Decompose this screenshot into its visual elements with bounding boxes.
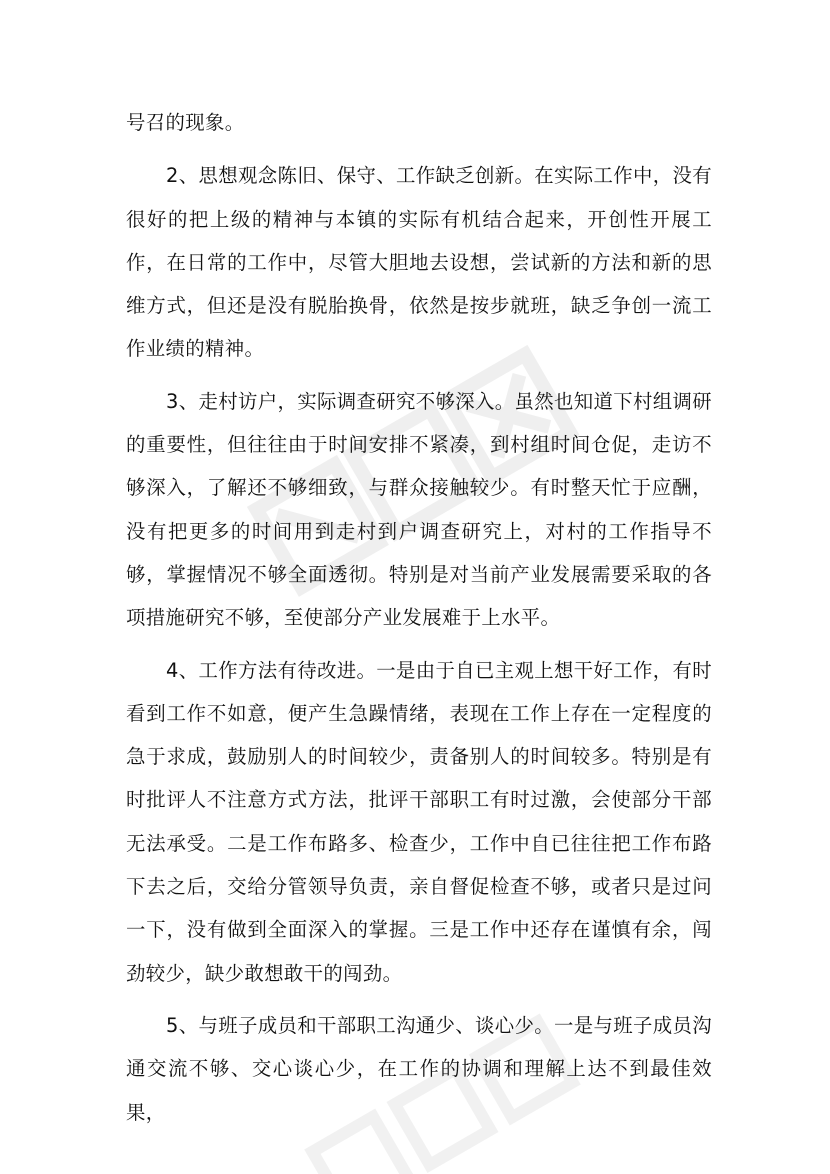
document-body xyxy=(126,101,712,1143)
paragraph-1: 号召的现象。 xyxy=(126,111,245,134)
paragraph-2: 2、思想观念陈旧、保守、工作缺乏创新。在实际工作中，没有很好的把上级的精神与本镇的实际有机结合起来，开创性开展工作，在日常的工作中，尽管大胆地去设想，尝试新的方法和新的思维方式，但还是没有脱胎换骨，依然是按步就班，缺乏争创一流工作业绩的精神。 xyxy=(126,164,712,361)
paragraph-3: 3、走村访户，实际调查研究不够深入。虽然也知道下村组调研的重要性，但往往由于时间安排不紧凑，到村组时间仓促，走访不够深入，了解还不够细致，与群众接触较少。有时整天忙于应酬，没有把更多的时间用到走村到户调查研究上，对村的工作指导不够，掌握情况不够全面透彻。特别是对当前产业发展需要采取的各项措施研究不够，至使部分产业发展难于上水平。 xyxy=(126,389,712,630)
paragraph-5: 5、与班子成员和干部职工沟通少、谈心少。一是与班子成员沟通交流不够、交心谈心少，在工作的协调和理解上达不到最佳效果， xyxy=(126,1013,712,1124)
paragraph-4: 4、工作方法有待改进。一是由于自已主观上想干好工作，有时看到工作不如意，便产生急躁情绪，表现在工作上存在一定程度的急于求成，鼓励别人的时间较少，责备别人的时间较多。特别是有时批评人不注意方式方法，批评干部职工有时过激，会使部分干部无法承受。二是工作布路多、检查少，工作中自已往往把工作布路下去之后，交给分管领导负责，亲自督促检查不够，或者只是过问一下，没有做到全面深入的掌握。三是工作中还存在谨慎有余，闯劲较少，缺少敢想敢干的闯劲。 xyxy=(126,658,712,985)
